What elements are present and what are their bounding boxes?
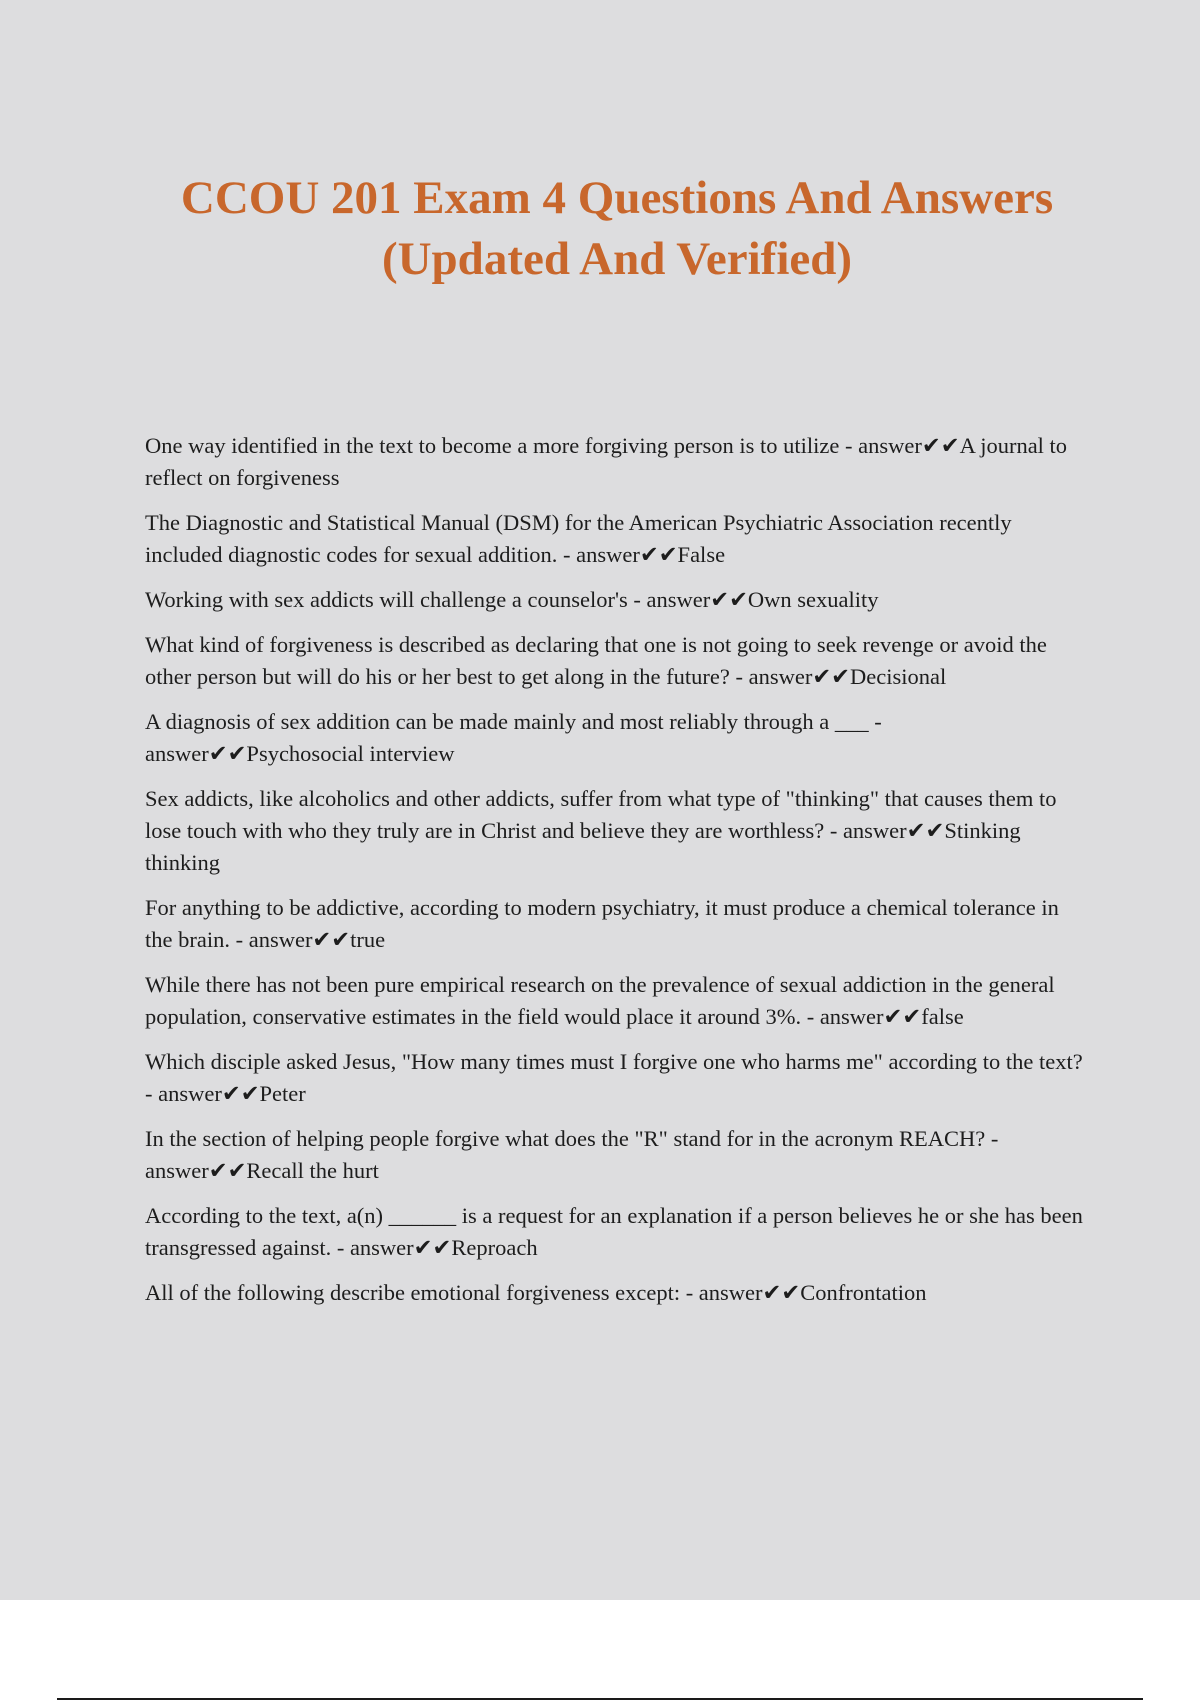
- qa-item-9: Which disciple asked Jesus, "How many times must I forgive one who harms me" according to the text? - answer✔✔Peter: [145, 1049, 1083, 1106]
- qa-item-1: One way identified in the text to become a more forgiving person is to utilize - answer✔✔A journal to reflect on forgiveness: [145, 433, 1068, 490]
- qa-item-4: What kind of forgiveness is described as declaring that one is not going to seek revenge or avoid the other person but will do his or her best to get along in the future? - answer✔✔Decisional: [145, 632, 1047, 689]
- qa-item-12: All of the following describe emotional forgiveness except: - answer✔✔Confrontation: [145, 1280, 927, 1305]
- qa-item-3: Working with sex addicts will challenge a counselor's - answer✔✔Own sexuality: [145, 587, 879, 612]
- qa-item-6: Sex addicts, like alcoholics and other addicts, suffer from what type of "thinking" that causes them to lose touch with who they truly are in Christ and believe they are worthless? - answer✔✔Stinking thinking: [145, 786, 1057, 875]
- qa-item-7: For anything to be addictive, according to modern psychiatry, it must produce a chemical tolerance in the brain. - answer✔✔true: [145, 895, 1059, 952]
- qa-item-5: A diagnosis of sex addition can be made mainly and most reliably through a ___ - answer✔✔Psychosocial interview: [145, 709, 882, 766]
- qa-item-11: According to the text, a(n) ______ is a request for an explanation if a person believes he or she has been transgressed against. - answer✔✔Reproach: [145, 1203, 1083, 1260]
- question-answer-list: [145, 430, 1085, 1322]
- qa-item-8: While there has not been pure empirical research on the prevalence of sexual addiction in the general population, conservative estimates in the field would place it around 3%. - answer✔✔false: [145, 972, 1055, 1029]
- qa-item-2: The Diagnostic and Statistical Manual (DSM) for the American Psychiatric Association recently included diagnostic codes for sexual addition. - answer✔✔False: [145, 510, 1012, 567]
- qa-item-10: In the section of helping people forgive what does the "R" stand for in the acronym REACH? - answer✔✔Recall the hurt: [145, 1126, 999, 1183]
- document-title: CCOU 201 Exam 4 Questions And Answers (Updated And Verified): [180, 172, 1054, 285]
